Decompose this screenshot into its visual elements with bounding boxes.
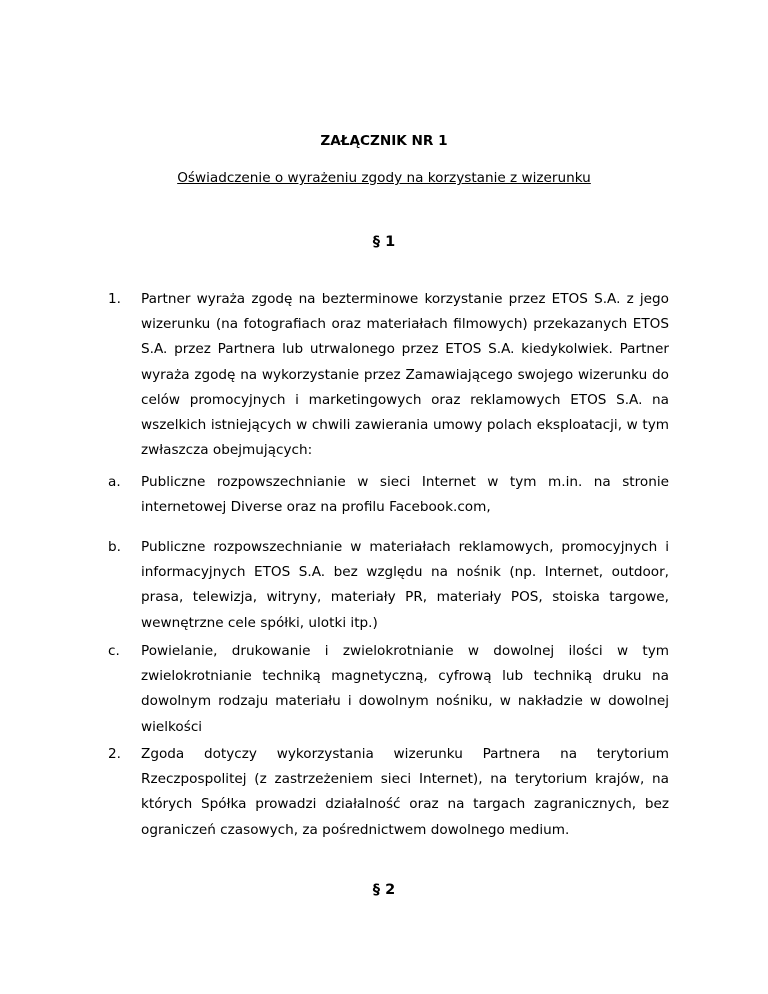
section-heading-2: § 2 xyxy=(372,882,396,898)
list-item xyxy=(108,470,669,520)
list-item-marker: 1. xyxy=(108,291,121,307)
list-item-marker: 2. xyxy=(108,746,121,762)
list-item-text: Publiczne rozpowszechnianie w sieci Internet w tym m.in. na stronie internetowej Diverse oraz na profilu Facebook.com, xyxy=(141,474,669,516)
document-subtitle: Oświadczenie o wyrażeniu zgody na korzystanie z wizerunku xyxy=(177,170,591,186)
list-item-marker: b. xyxy=(108,539,121,555)
list-item xyxy=(108,535,669,636)
list-item-text: Zgoda dotyczy wykorzystania wizerunku Partnera na terytorium Rzeczpospolitej (z zastrzeżeniem sieci Internet), na terytorium krajów, na których Spółka prowadzi działalność oraz na targach zagranicznych, bez ograniczeń czasowych, za pośrednictwem dowolnego medium. xyxy=(141,746,669,838)
list-item-marker: a. xyxy=(108,474,121,490)
list-item-text: Powielanie, drukowanie i zwielokrotnianie w dowolnej ilości w tym zwielokrotnianie techniką magnetyczną, cyfrową lub techniką druku na dowolnym rodzaju materiału i dowolnym nośniku, w nakładzie w dowolnej wielkości xyxy=(141,643,669,735)
list-item-text: Partner wyraża zgodę na bezterminowe korzystanie przez ETOS S.A. z jego wizerunku (na fotografiach oraz materiałach filmowych) przekazanych ETOS S.A. przez Partnera lub utrwalonego przez ETOS S.A. kiedykolwiek. Partner wyraża zgodę na wykorzystanie przez Zamawiającego swojego wizerunku do celów promocyjnych i marketingowych oraz reklamowych ETOS S.A. na wszelkich istniejących w chwili zawierania umowy polach eksploatacji, w tym zwłaszcza obejmujących: xyxy=(141,291,669,459)
list-item xyxy=(108,287,669,463)
section-heading-1: § 1 xyxy=(372,234,396,250)
list-item xyxy=(108,742,669,843)
document-title: ZAŁĄCZNIK NR 1 xyxy=(320,133,448,149)
list-item xyxy=(108,639,669,740)
list-item-text: Publiczne rozpowszechnianie w materiałach reklamowych, promocyjnych i informacyjnych ETOS S.A. bez względu na nośnik (np. Internet, outdoor, prasa, telewizja, witryny, materiały PR, materiały POS, stoiska targowe, wewnętrzne cele spółki, ulotki itp.) xyxy=(141,539,669,631)
list-item-marker: c. xyxy=(108,643,120,659)
